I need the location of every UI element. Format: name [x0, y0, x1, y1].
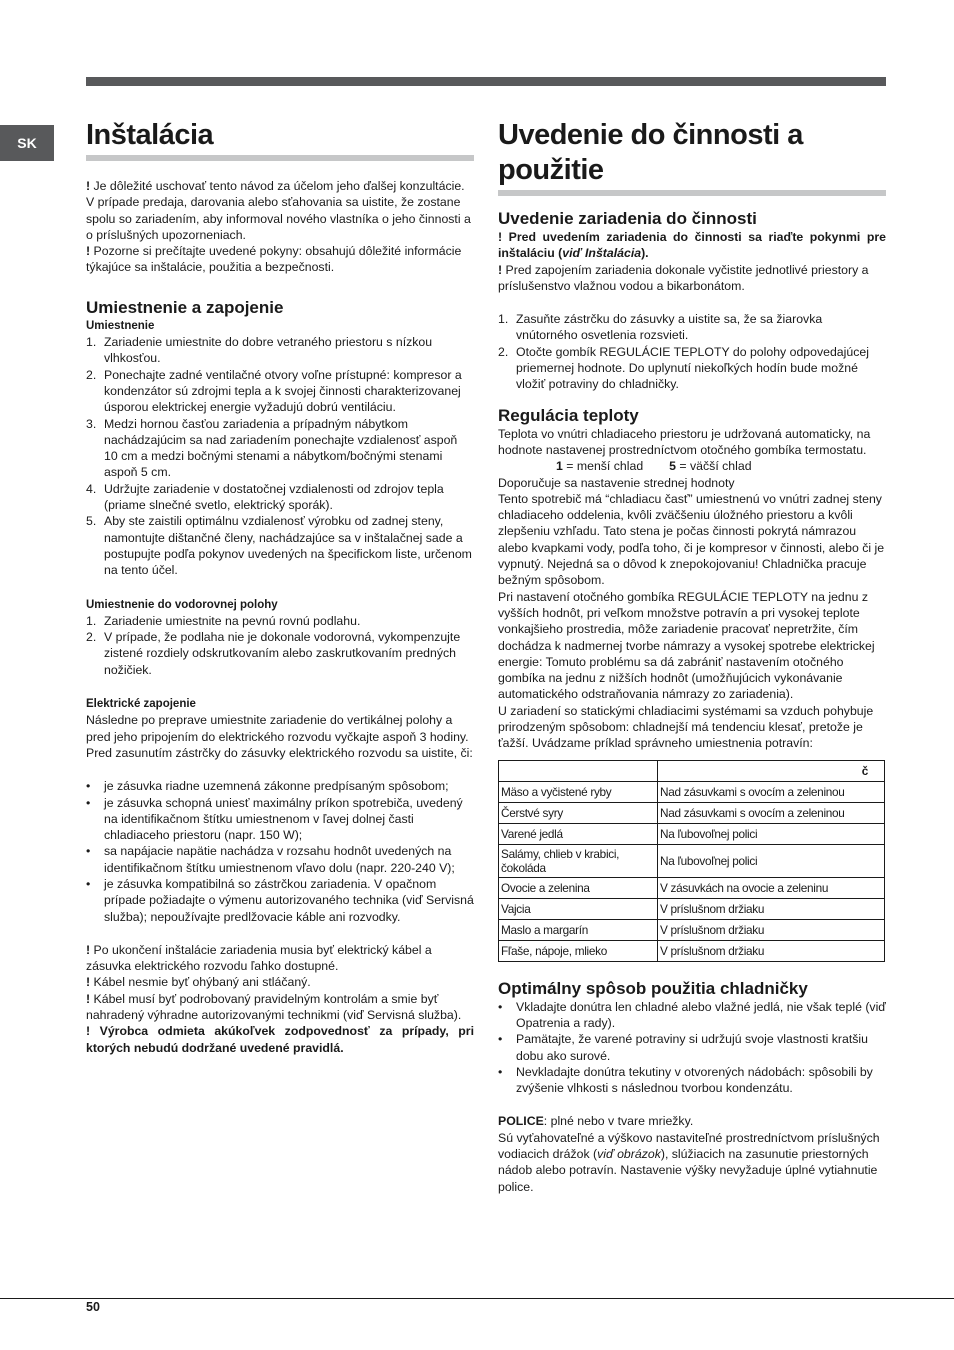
item-number: 5. [86, 514, 97, 529]
location-cell: Nad zásuvkami s ovocím a zeleninou [658, 781, 885, 802]
title-underline [498, 190, 886, 196]
left-column [86, 118, 474, 1056]
warnings-block [86, 942, 474, 1056]
list-item [86, 843, 474, 876]
food-placement-table [498, 760, 885, 962]
warning-mark: ! [498, 262, 503, 277]
list-item [498, 344, 886, 393]
warning-mark: ! [86, 991, 91, 1006]
item-text: Ponechajte zadné ventilačné otvory voľne prístupné: kompresor a kondenzátor sú zdrojmi tepla a k svojej činnosti charakterizovanej úsporou elektrickej energie vyžadujú dobrú ventiláciu. [104, 367, 462, 415]
list-item [498, 1064, 886, 1097]
table-row [499, 919, 885, 940]
intro-block [86, 178, 474, 276]
startup-warning-ref: viď Inštalácia [562, 246, 642, 261]
warning-mark: ! [86, 179, 91, 193]
temperature-intro: Teplota vo vnútri chladiaceho priestoru je udržovaná automaticky, na hodnote nastavenej prostredníctvom otočného gombíka termostatu. [498, 426, 871, 457]
usage-heading: Optimálny spôsob použitia chladničky [498, 978, 808, 998]
item-text: sa napájacie napätie nachádza v rozsahu hodnôt uvedených na identifikačnom štítku umiestnenom vľavo dolu (napr. 220-240 V); [104, 844, 455, 875]
list-item [86, 778, 474, 794]
subheading-electric: Elektrické zapojenie [86, 698, 196, 711]
table-header-cell: č [658, 760, 885, 781]
list-item [86, 334, 474, 367]
location-cell: Na ľubovoľnej polici [658, 823, 885, 844]
item-text: Medzi hornou časťou zariadenia a prípadným nábytkom nachádzajúcim sa nad zariadením ponechajte vzdialenosť aspoň 10 cm a medzi bočnými stenami a nábytkom/bočnými stenami aspoň 5 cm. [104, 416, 458, 480]
list-item [86, 416, 474, 481]
subheading-placement: Umiestnenie [86, 319, 155, 332]
usage-list [498, 999, 886, 1097]
warning-text: Po ukončení inštalácie zariadenia musia byť elektrický kábel a zásuvka elektrického rozvodu ľahko dostupné. [86, 942, 432, 974]
shelves-body-text: Sú vyťahovateľné a výškovo nastaviteľné prostredníctvom príslušných vodiacich drážok ( [498, 1130, 880, 1161]
section-heading-placement: Umiestnenie a zapojenie [86, 297, 284, 317]
list-item [86, 481, 474, 514]
shelves-label: POLICE [498, 1114, 544, 1129]
item-text: Zariadenie umiestnite na pevnú rovnú podlahu. [104, 613, 361, 628]
warning-mark: ! [86, 942, 91, 957]
item-number: 1. [86, 613, 97, 628]
disclaimer: ! Výrobca odmieta akúkoľvek zodpovednosť za prípady, pri ktorých nebudú dodržané uvedené pravidlá. [86, 1024, 474, 1055]
food-cell: Čerstvé syry [499, 802, 658, 823]
location-cell: Nad zásuvkami s ovocím a zeleninou [658, 802, 885, 823]
list-item [498, 311, 886, 344]
item-text: Nevkladajte donútra tekutiny v otvorených nádobách: spôsobili by zvýšenie vlhkosti s následnou tvorbou kondenzátu. [516, 1064, 873, 1096]
item-number: 1. [86, 335, 97, 350]
table-header-row [499, 760, 885, 781]
shelves-body [498, 1130, 886, 1195]
location-cell: V príslušnom držiaku [658, 919, 885, 940]
temperature-scale [498, 458, 886, 474]
warning-text: Kábel musí byť podrobovaný pravidelným kontrolám a smie byť nahradený výhradne autorizovanými technikmi (viď Servisná služba). [86, 991, 462, 1023]
scale-max-label: = väčší chlad [676, 459, 752, 474]
location-cell: V zásuvkách na ovocie a zeleninu [658, 877, 885, 898]
item-text: Otočte gombík REGULÁCIE TEPLOTY do polohy odpovedajúcej priemernej hodnote. Do uplynutí niekoľkých hodín bude možné vložiť potraviny do chladničky. [516, 344, 869, 392]
food-cell: Fľaše, nápoje, mlieko [499, 940, 658, 961]
temperature-body: Doporučuje sa nastavenie strednej hodnoty Tento spotrebič má “chladiacu časť” umiestnenú vo vnútri zadnej steny chladiaceho oddelenia, kvôli zväčšeniu úložného priestoru a kvôli zlepšeniu vzhľadu. Tato stena je počas činnosti pokrytá námrazou alebo kvapkami vody, podľa toho, či je kompresor v činnosti, alebo či je vypnutý. Nejedná sa o dôvod k znepokojovaniu! Chladnička pracuje bežným spôsobom. Pri nastavení otočného gombíka REGULÁCIE TEPLOTY na jednu z vyšších hodnôt, pri veľkom množstve potravín a pri vysokej teplote vonkajšieho prostredia, môže zariadenie pracovať nepretržite, čím dochádza k nadmernej tvorbe námrazy a vysokej spotrebe elektrickej energie: Tomuto problému sa dá zabrániť nastavením otočného gombíka na jednu z nižších hodnôt (umožňujúcich vykonávanie automatického odstraňovania námrazy zo zariadenia). U zariadení so statickými chladiacimi systémami sa vzduch pohybuje prirodzeným spôsobom: chladnejší má tendenciu klesať, pretože je ťažší. Uvádzame príklad správneho umiestnenia potravín: [498, 475, 885, 751]
warning-mark: ! [86, 975, 91, 990]
intro-text: Pozorne si prečítajte uvedené pokyny: obsahujú dôležité informácie týkajúce sa inštalácie, použitia a bezpečnosti. [86, 244, 462, 275]
title-underline [86, 155, 474, 161]
item-text: Udržujte zariadenie v dostatočnej vzdialenosti od zdrojov tepla (priame slnečné svetlo, elektrický sporák). [104, 481, 444, 513]
warning-text: Kábel nesmie byť ohýbaný ani stláčaný. [90, 975, 311, 990]
location-cell: V príslušnom držiaku [658, 898, 885, 919]
intro-para [86, 178, 474, 243]
item-text: Aby ste zaistili optimálnu vzdialenosť výrobku od zadnej steny, namontujte dištančné členy, nachádzajúce sa v inštalačnej sade a postupujte podľa pokynov uvedených na špecifickom liste, určenom na tento účel. [104, 514, 472, 578]
item-text: Vkladajte donútra len chladné alebo vlažné jedlá, nie však teplé (viď Opatrenia a rady). [516, 999, 886, 1030]
list-item [498, 1031, 886, 1064]
bullet: • [86, 876, 91, 891]
item-text: Zariadenie umiestnite do dobre vetraného priestoru s nízkou vlhkosťou. [104, 335, 433, 366]
language-tab: SK [0, 125, 54, 161]
table-row [499, 802, 885, 823]
table-row [499, 781, 885, 802]
bullet: • [498, 999, 503, 1014]
item-text: je zásuvka kompatibilná so zástrčkou zariadenia. V opačnom prípade požiadajte o výmenu autorizovaného technika (viď Servisná služba); nepoužívajte predlžovacie káble ani rozvodky. [104, 876, 474, 924]
list-item [498, 999, 886, 1032]
level-list [86, 613, 474, 678]
startup-clean-text: Pred zapojením zariadenia dokonale vyčistite jednotlivé priestory a príslušenstvo vlažnou vodou a bikarbonátom. [498, 262, 869, 293]
startup-warning-end: ). [641, 246, 649, 261]
startup-warning [498, 229, 886, 262]
shelves-text: : plné nebo v tvare mriežky. [543, 1114, 694, 1129]
scale-min-label: = menší chlad [562, 459, 644, 474]
item-number: 2. [86, 367, 97, 382]
list-item [86, 613, 474, 629]
food-cell: Salámy, chlieb v krabici, čokoláda [499, 844, 658, 877]
item-text: je zásuvka schopná uniesť maximálny príkon spotrebiča, uvedený na identifikačnom štítku umiestnenom v ľavej dolnej časti chladiaceho priestoru (napr. 150 W); [104, 795, 463, 843]
shelves-line [498, 1113, 886, 1129]
table-row [499, 844, 885, 877]
bullet: • [86, 795, 91, 810]
table-row [499, 823, 885, 844]
food-cell: Mäso a vyčistené ryby [499, 781, 658, 802]
item-number: 4. [86, 481, 97, 496]
intro-text: Je dôležité uschovať tento návod za účelom jeho ďalšej konzultácie. V prípade predaja, darovania alebo sťahovania sa uistite, že zostane spolu so zariadením, aby informoval nového vlastníka o jeho činnosti a o príslušných upozorneniach. [86, 179, 471, 242]
temperature-heading: Regulácia teploty [498, 405, 639, 425]
item-number: 1. [498, 312, 509, 327]
item-text: Pamätajte, že varené potraviny si udržujú svoje vlastnosti kratšiu dobu ako surové. [516, 1032, 868, 1063]
food-cell: Maslo a margarín [499, 919, 658, 940]
subheading-level: Umiestnenie do vodorovnej polohy [86, 598, 278, 611]
item-text: Zasuňte zástrčku do zásuvky a uistite sa, že sa žiarovka vnútorného osvetlenia rozsvieti. [516, 312, 823, 343]
intro-para [86, 243, 474, 276]
shelves-body-end: ), slúžiacich na zasunutie priestorných nádob alebo potravín. Nastavenie výšky nevyžaduje úplné vytiahnutie police. [498, 1146, 878, 1194]
electric-list [86, 778, 474, 925]
warning-para [86, 974, 474, 990]
usage-title: Uvedenie do činnosti a použitie [498, 119, 803, 186]
scale-min-number: 1 [556, 459, 563, 474]
warning-para [86, 991, 474, 1024]
shelves-body-ref: viď obrázok [597, 1146, 661, 1161]
bullet: • [498, 1032, 503, 1047]
startup-clean [498, 262, 886, 295]
food-cell: Vajcia [499, 898, 658, 919]
placement-list [86, 334, 474, 578]
startup-list [498, 311, 886, 392]
bullet: • [498, 1064, 503, 1079]
right-column [498, 118, 886, 1195]
item-number: 3. [86, 416, 97, 431]
top-rule [86, 77, 886, 86]
food-cell: Varené jedlá [499, 823, 658, 844]
list-item [86, 629, 474, 678]
location-cell: V príslušnom držiaku [658, 940, 885, 961]
scale-max-number: 5 [669, 459, 677, 474]
startup-warning-text: ! Pred uvedením zariadenia do činnosti sa riaďte pokynmi pre inštaláciu ( [498, 230, 886, 261]
electric-text: Následne po preprave umiestnite zariadenie do vertikálnej polohy a pred jeho pripojením do elektrického rozvodu vyčkajte aspoň 3 hodiny. Pred zasunutím zástrčky do zásuvky elektrického rozvodu sa uistite, či: [86, 713, 473, 760]
installation-title: Inštalácia [86, 119, 214, 151]
warning-para [86, 942, 474, 975]
list-item [86, 795, 474, 844]
item-text: V prípade, že podlaha nie je dokonale vodorovná, vykompenzujte zistené rozdiely odskrutkovaním alebo zaskrutkovaním predných nožičiek. [104, 630, 461, 677]
list-item [86, 876, 474, 925]
item-number: 2. [498, 344, 509, 359]
list-item [86, 513, 474, 578]
item-number: 2. [86, 630, 97, 645]
list-item [86, 367, 474, 416]
footer-rule [0, 1298, 954, 1299]
bullet: • [86, 844, 91, 859]
bullet: • [86, 779, 91, 794]
table-header-cell [499, 760, 658, 781]
food-cell: Ovocie a zelenina [499, 877, 658, 898]
table-row [499, 940, 885, 961]
table-row [499, 877, 885, 898]
startup-heading: Uvedenie zariadenia do činnosti [498, 209, 757, 228]
page-number: 50 [86, 1300, 100, 1314]
item-text: je zásuvka riadne uzemnená zákonne predpísaným spôsobom; [104, 779, 449, 794]
location-cell: Na ľubovoľnej polici [658, 844, 885, 877]
warning-mark: ! [86, 244, 91, 259]
table-row [499, 898, 885, 919]
